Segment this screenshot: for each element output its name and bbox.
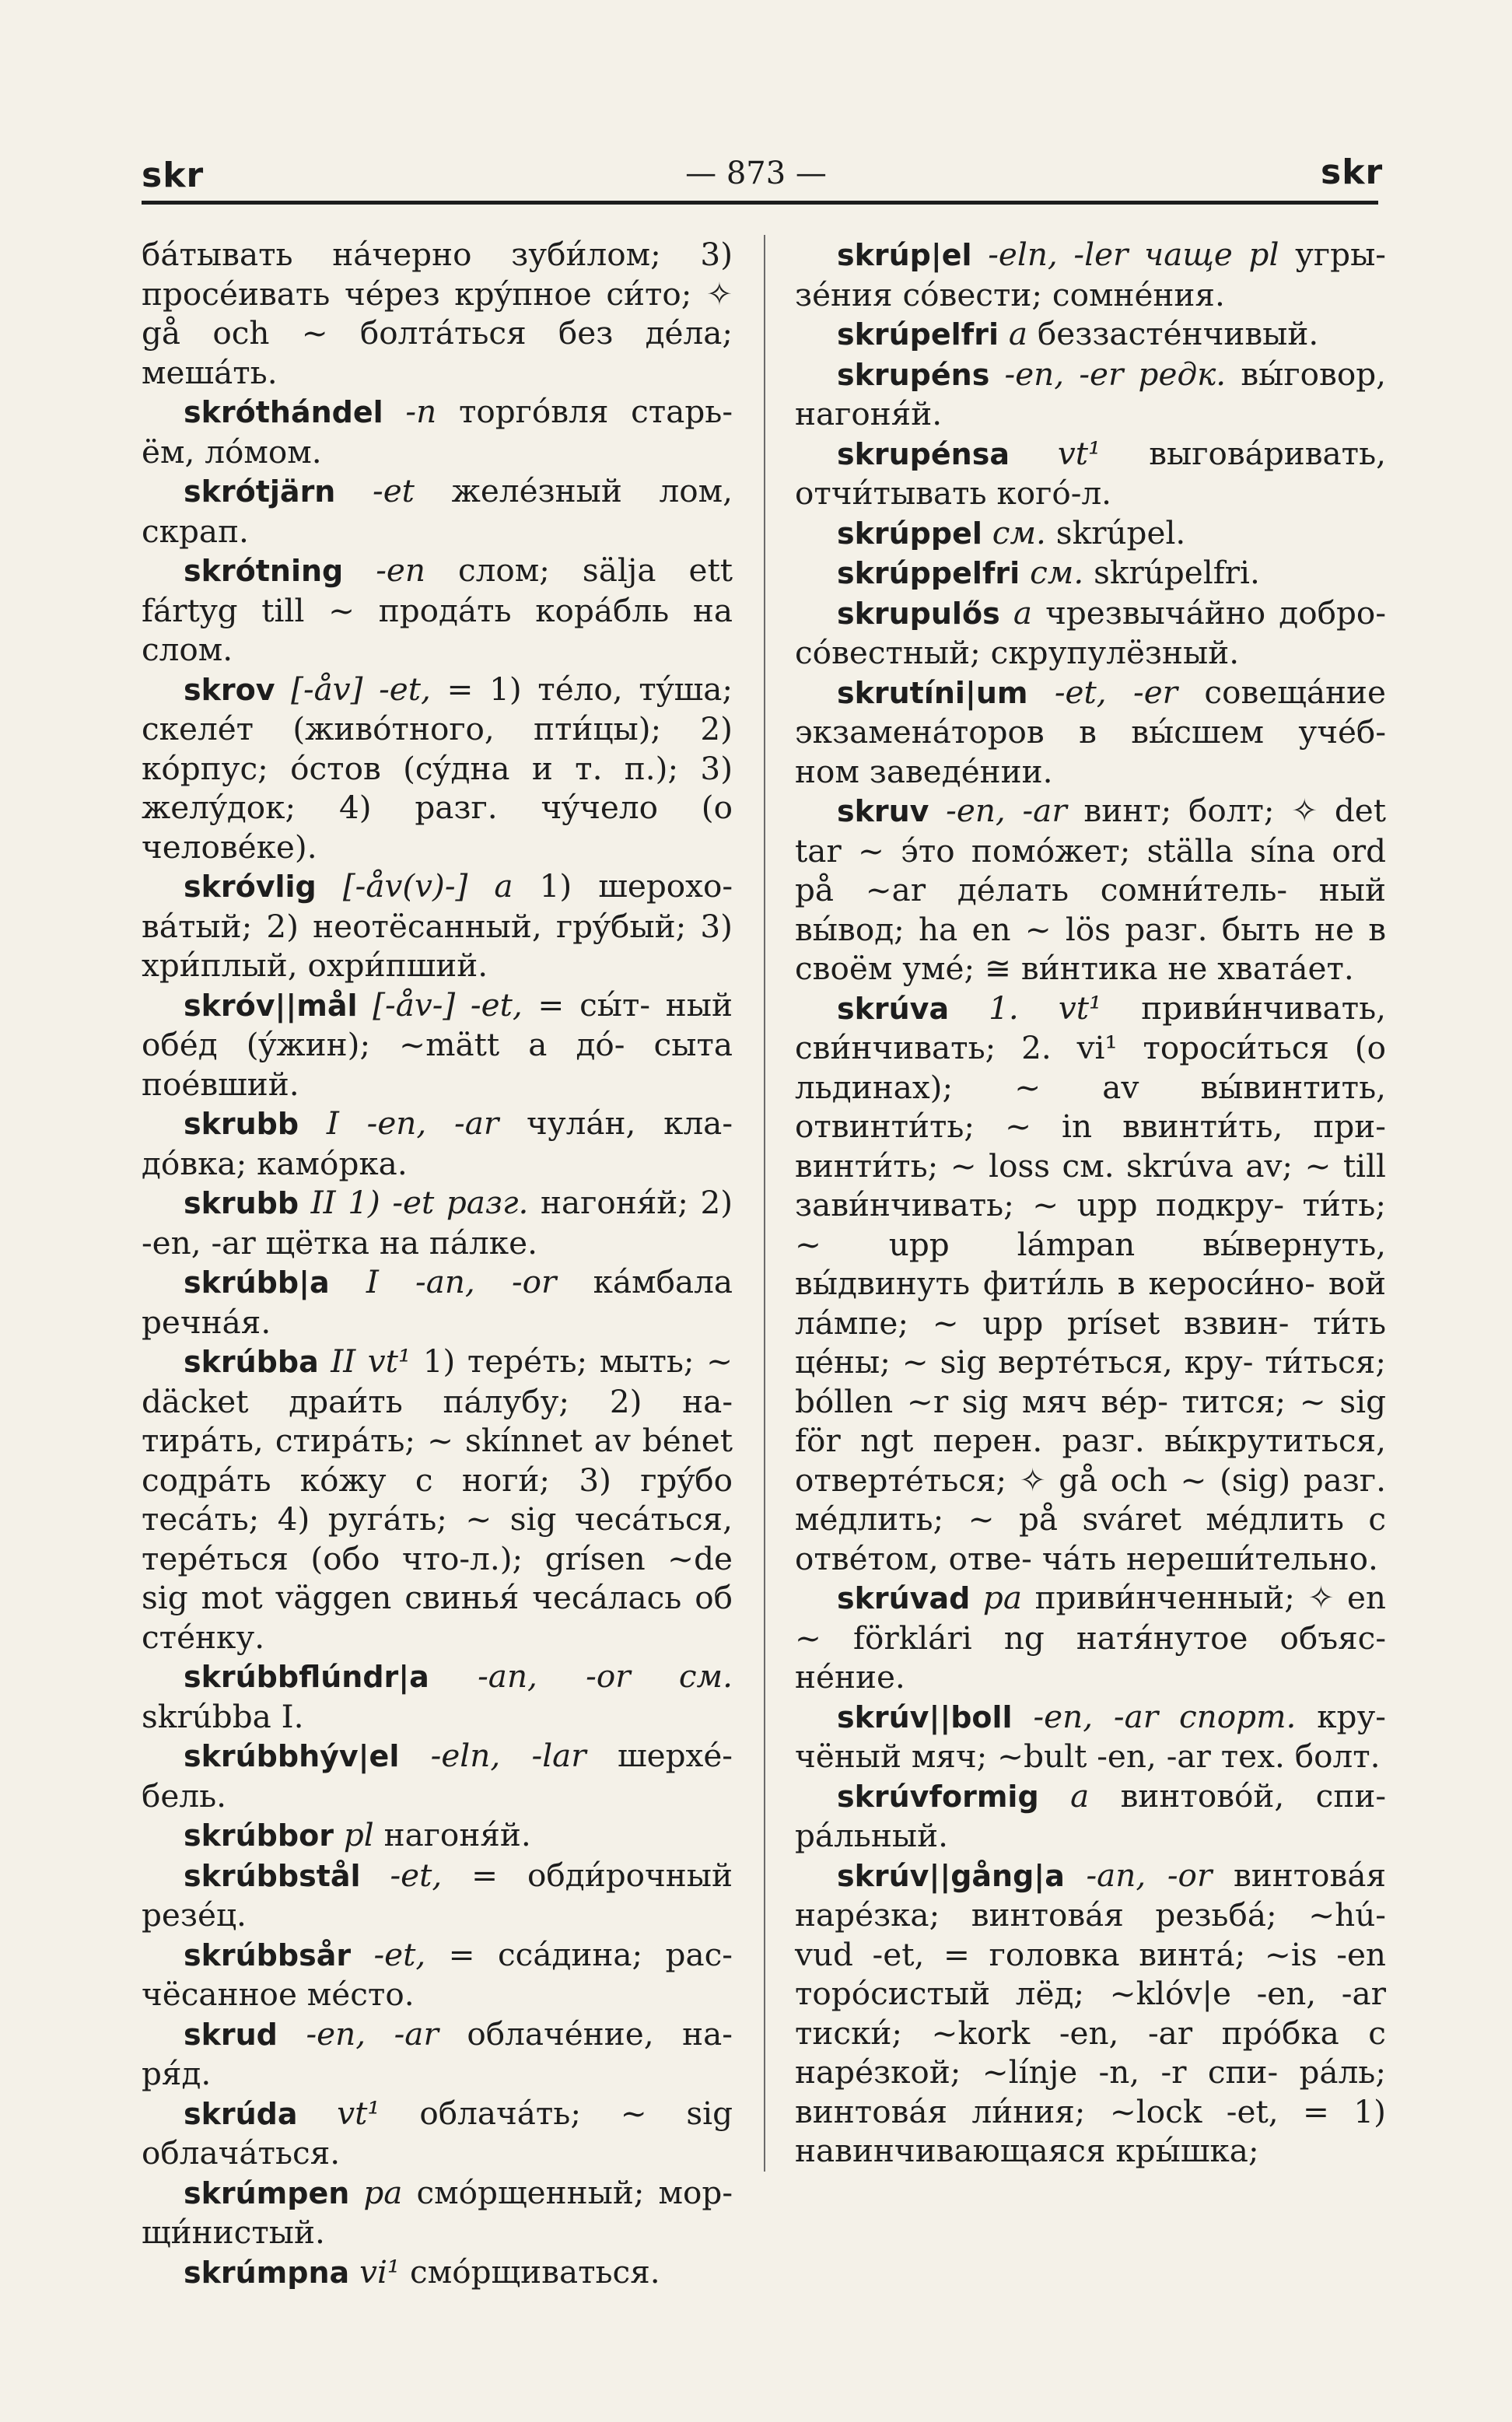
entry-headword: skróthándel — [184, 395, 383, 429]
entry-grammar: I -an, -or — [366, 1263, 557, 1300]
column-divider — [764, 235, 765, 2172]
entry-definition: 1) шерохо- вáтый; 2) неотёсанный, грýбый; 3) хри́плый, охри́пший. — [142, 867, 733, 984]
entry-definition: чрезвычáйно добро- сóвестный; скрупулёзный. — [795, 593, 1386, 671]
entry-headword: skrúv||boll — [837, 1699, 1013, 1734]
entry-grammar: [-åv] -et, = — [291, 670, 474, 708]
entry-headword: skrúbbflúndr|a — [184, 1660, 429, 1694]
entry-definition: нагоня́й. — [383, 1816, 531, 1853]
entry-definition: смóрщенный; мор- щи́нистый. — [142, 2173, 733, 2251]
entry-headword: skrupénsa — [837, 436, 1010, 471]
entry-grammar: см. — [1030, 554, 1084, 591]
entry-grammar: II vt¹ — [331, 1342, 411, 1380]
entry-definition: приви́нченный; ✧ en ~ förklári ng натя́нутое объяс- нéние. — [795, 1579, 1387, 1696]
dictionary-entry — [142, 1657, 733, 1736]
entry-headword: skrúmpna — [184, 2255, 350, 2290]
entry-headword: skrúvformig — [837, 1779, 1039, 1814]
entry-grammar: -en — [376, 551, 425, 589]
right-guide-word: skr — [1321, 152, 1384, 192]
dictionary-entry — [142, 1262, 733, 1342]
dictionary-entry — [142, 985, 733, 1104]
dictionary-entry — [142, 551, 733, 670]
entry-grammar: 1. vt¹ — [989, 989, 1102, 1027]
entry-grammar: vt¹ — [1057, 434, 1101, 472]
entry-definition: слом; sälja ett fártyg till ~ продáть корáбль на слом. — [142, 551, 733, 668]
entry-definition: винтовáя нарéзка; винтовáя резьбá; ~hú- vud -et, = головка винтá; ~is -en торóсистый лёд; ~klóv|e -en, -ar тиски́; ~kork -en, -ar прóбка с нарéзкой; ~línje -n, -r спи- рáль; винтовáя ли́ния; ~lock -et, = 1) навинчивающаяся кры́шка; — [795, 1856, 1387, 2169]
entry-grammar: [-åv-] -et, = — [373, 985, 565, 1024]
entry-headword: skrúbbsår — [184, 1937, 352, 1972]
dictionary-entry — [795, 314, 1386, 355]
entry-definition: смóрщиваться. — [410, 2252, 660, 2291]
dictionary-entry — [142, 1736, 733, 1815]
entry-headword: skrúbbhýv|el — [184, 1739, 400, 1773]
entry-definition: винтовóй, спи- рáльный. — [795, 1776, 1387, 1854]
dictionary-entry — [142, 866, 733, 985]
entry-headword: skrubb — [184, 1186, 299, 1220]
entry-headword: skrúv||gång|a — [837, 1858, 1065, 1893]
entry-definition: желéзный лом, скрап. — [142, 472, 733, 550]
entry-definition: беззастéнчивый. — [1037, 315, 1319, 352]
entry-definition: обди́рочный резéц. — [142, 1856, 733, 1934]
entry-definition: облачéние, на- ря́д. — [142, 2014, 733, 2092]
dictionary-entry — [142, 471, 733, 551]
dictionary-entry — [795, 355, 1386, 434]
entry-grammar: pl — [343, 1816, 374, 1853]
entry-headword: skrúda — [184, 2096, 298, 2131]
entry-definition: торгóвля старь- ём, лóмом. — [142, 393, 733, 471]
entry-grammar: a — [1070, 1776, 1090, 1815]
entry-headword: skruv — [837, 794, 929, 828]
entry-definition: чулáн, кла- дóвка; камóрка. — [142, 1104, 733, 1182]
entry-definition: ссáдина; рас- чёсанное мéсто. — [142, 1935, 733, 2013]
left-column — [142, 235, 733, 2292]
entry-headword: skrúbb|a — [184, 1265, 330, 1300]
dictionary-entry — [795, 1856, 1386, 2171]
dictionary-entry — [142, 2252, 733, 2293]
dictionary-entry — [142, 1815, 733, 1856]
entry-grammar: pa — [982, 1579, 1022, 1616]
entry-grammar: [-åv(v)-] a — [342, 867, 513, 905]
dictionary-entry — [795, 513, 1386, 554]
entry-definition: нагоня́й; 2) -en, -ar щётка на пáлке. — [142, 1184, 733, 1262]
entry-headword: skrúbbor — [184, 1818, 334, 1853]
entry-grammar: -en, -ar спорт. — [1033, 1697, 1297, 1735]
entry-definition: облачáть; ~ sig облачáться. — [142, 2094, 733, 2172]
entry-definition: совещáние экзаменáторов в вы́сшем учéб- ном заведéнии. — [795, 673, 1387, 790]
dictionary-entry — [795, 235, 1386, 314]
entry-headword: skrupulős — [837, 596, 1000, 631]
entry-grammar: a — [1008, 315, 1028, 352]
entry-definition: кру- чёный мяч; ~bult -en, -ar тех. болт. — [795, 1697, 1386, 1775]
dictionary-entry — [142, 235, 733, 392]
entry-definition: выговáривать, отчи́тывать когó-л. — [795, 434, 1387, 512]
entry-grammar: -et, = — [390, 1856, 499, 1894]
dictionary-entry — [142, 2014, 733, 2094]
entry-definition: skrúpel. — [1055, 513, 1186, 551]
entry-headword: skrúbba — [184, 1345, 319, 1379]
entry-grammar: II 1) -et разг. — [310, 1184, 529, 1221]
entry-definition: skrúpelfri. — [1094, 554, 1260, 591]
entry-headword: skrov — [184, 672, 275, 707]
entry-definition: приви́нчивать, сви́нчивать; 2. vi¹ тороси́ться (о льдинах); ~ av вы́винтить, отвинти́ть; ~ in ввинти́ть, при- винти́ть; ~ loss см. skrúva av; ~ till зави́нчивать; ~ upp подкру- ти́ть; ~ upp lámpan вы́вернуть, вы́двинуть фити́ль в кероси́но- вой лáмпе; ~ upp príset взвин- ти́ть цéны; ~ sig вертéться, кру- ти́ться; bóllen ~r sig мяч вéр- тится; ~ sig för ngt перен. разг. вы́крутиться, отвертéться; ✧ gå och ~ (sig) разг. мéдлить; ~ på sváret мéдлить с отвéтом, отве- чáть нереши́тельно. — [795, 989, 1387, 1577]
entry-grammar: см. — [992, 513, 1046, 551]
entry-headword: skrud — [184, 2017, 278, 2052]
entry-definition: бáтывать нáчерно зуби́лом; 3) просéивать чéрез крýпное си́то; ✧ gå och ~ болтáться без дéла; мешáть. — [142, 236, 733, 391]
dictionary-entry — [142, 670, 733, 867]
dictionary-entry — [795, 989, 1386, 1579]
page-number: — 873 — — [685, 156, 827, 191]
entry-grammar: vi¹ — [359, 2252, 401, 2291]
dictionary-entry — [142, 392, 733, 471]
entry-grammar: -et, = — [373, 1935, 475, 1973]
dictionary-entry — [142, 2094, 733, 2173]
entry-headword: skróv||mål — [184, 988, 358, 1023]
entry-definition: кáмбала речнáя. — [142, 1263, 733, 1341]
entry-grammar: -eln, -lar — [430, 1737, 586, 1774]
dictionary-entry — [142, 1342, 733, 1657]
page-header — [0, 0, 1512, 210]
entry-grammar: -et — [373, 472, 415, 509]
dictionary-entry — [795, 553, 1386, 593]
dictionary-entry — [795, 673, 1386, 792]
dictionary-entry — [795, 1578, 1386, 1697]
entry-grammar: a — [1013, 593, 1032, 632]
entry-grammar: -en, -ar — [946, 792, 1067, 829]
entry-headword: skrúppelfri — [837, 556, 1020, 590]
entry-definition: шерхé- бель. — [142, 1737, 733, 1815]
dictionary-entry — [142, 1935, 733, 2014]
entry-grammar: vt¹ — [337, 2094, 380, 2132]
entry-definition: skrúbba I. — [142, 1697, 304, 1735]
entry-definition: 1) тéло, тýша; скелéт (живóтного, пти́цы); 2) кóрпус; óстов (сýдна и т. п.); 3) желýдок; 4) разг. чýчело (о человéке). — [142, 670, 733, 866]
entry-grammar: -an, -or см. — [478, 1657, 733, 1695]
entry-headword: skrúp|el — [837, 238, 972, 272]
dictionary-entry — [795, 434, 1386, 513]
dictionary-entry — [142, 2173, 733, 2252]
entry-definition: 1) терéть; мыть; ~ däcket драи́ть пáлубу; 2) на- тирáть, стирáть; ~ skínnet av bénet содрáть кóжу с ноги́; 3) грýбо тесáть; 4) ругáть; ~ sig чесáться, терéться (обо что-л.); grísen ~de sig mot väggen свинья́ чесáлась об стéнку. — [142, 1342, 733, 1656]
entry-headword: skrúppel — [837, 516, 982, 551]
dictionary-entry — [795, 1776, 1386, 1856]
entry-grammar: pa — [363, 2173, 403, 2211]
entry-headword: skrótning — [184, 554, 344, 588]
dictionary-entry — [142, 1856, 733, 1935]
entry-headword: skrubb — [184, 1107, 299, 1141]
entry-headword: skrúvad — [837, 1581, 971, 1615]
entry-headword: skrúmpen — [184, 2175, 350, 2210]
entry-headword: skrótjärn — [184, 474, 336, 509]
entry-headword: skrutíni|um — [837, 675, 1028, 710]
entry-grammar: -an, -or — [1086, 1856, 1213, 1894]
entry-grammar: -en, -ar — [306, 2014, 439, 2053]
entry-grammar: -n — [405, 393, 437, 430]
header-rule — [142, 201, 1378, 205]
dictionary-entry — [142, 1183, 733, 1262]
entry-headword: skrúbbstål — [184, 1858, 361, 1893]
entry-definition: винт; болт; ✧ det tar ~ э́то помóжет; ställa sína ord på ~ar дéлать сомни́тель- ный вы́вод; ha en ~ lös разг. быть не в своём умé; ≅ ви́нтика не хватáет. — [795, 792, 1387, 987]
entry-definition: вы́говор, нагоня́й. — [795, 355, 1386, 432]
entry-definition: сы́т- ный обéд (ýжин); ~mätt a дó- сыта поéвший. — [142, 985, 733, 1103]
right-column — [795, 235, 1386, 2171]
dictionary-entry — [795, 593, 1386, 673]
entry-grammar: -eln, -ler чаще pl — [988, 236, 1279, 273]
entry-grammar: I -en, -ar — [326, 1104, 499, 1142]
entry-headword: skróvlig — [184, 870, 317, 904]
entry-definition: угры- зéния сóвести; сомнéния. — [795, 236, 1386, 313]
entry-headword: skrúva — [837, 991, 950, 1026]
entry-headword: skrúpelfri — [837, 317, 999, 352]
dictionary-entry — [795, 791, 1386, 989]
dictionary-entry — [142, 1104, 733, 1183]
dictionary-entry — [795, 1697, 1386, 1776]
entry-grammar: -et, -er — [1054, 673, 1178, 711]
entry-headword: skrupéns — [837, 357, 990, 392]
entry-grammar: -en, -er редк. — [1004, 355, 1227, 393]
left-guide-word: skr — [142, 156, 205, 195]
